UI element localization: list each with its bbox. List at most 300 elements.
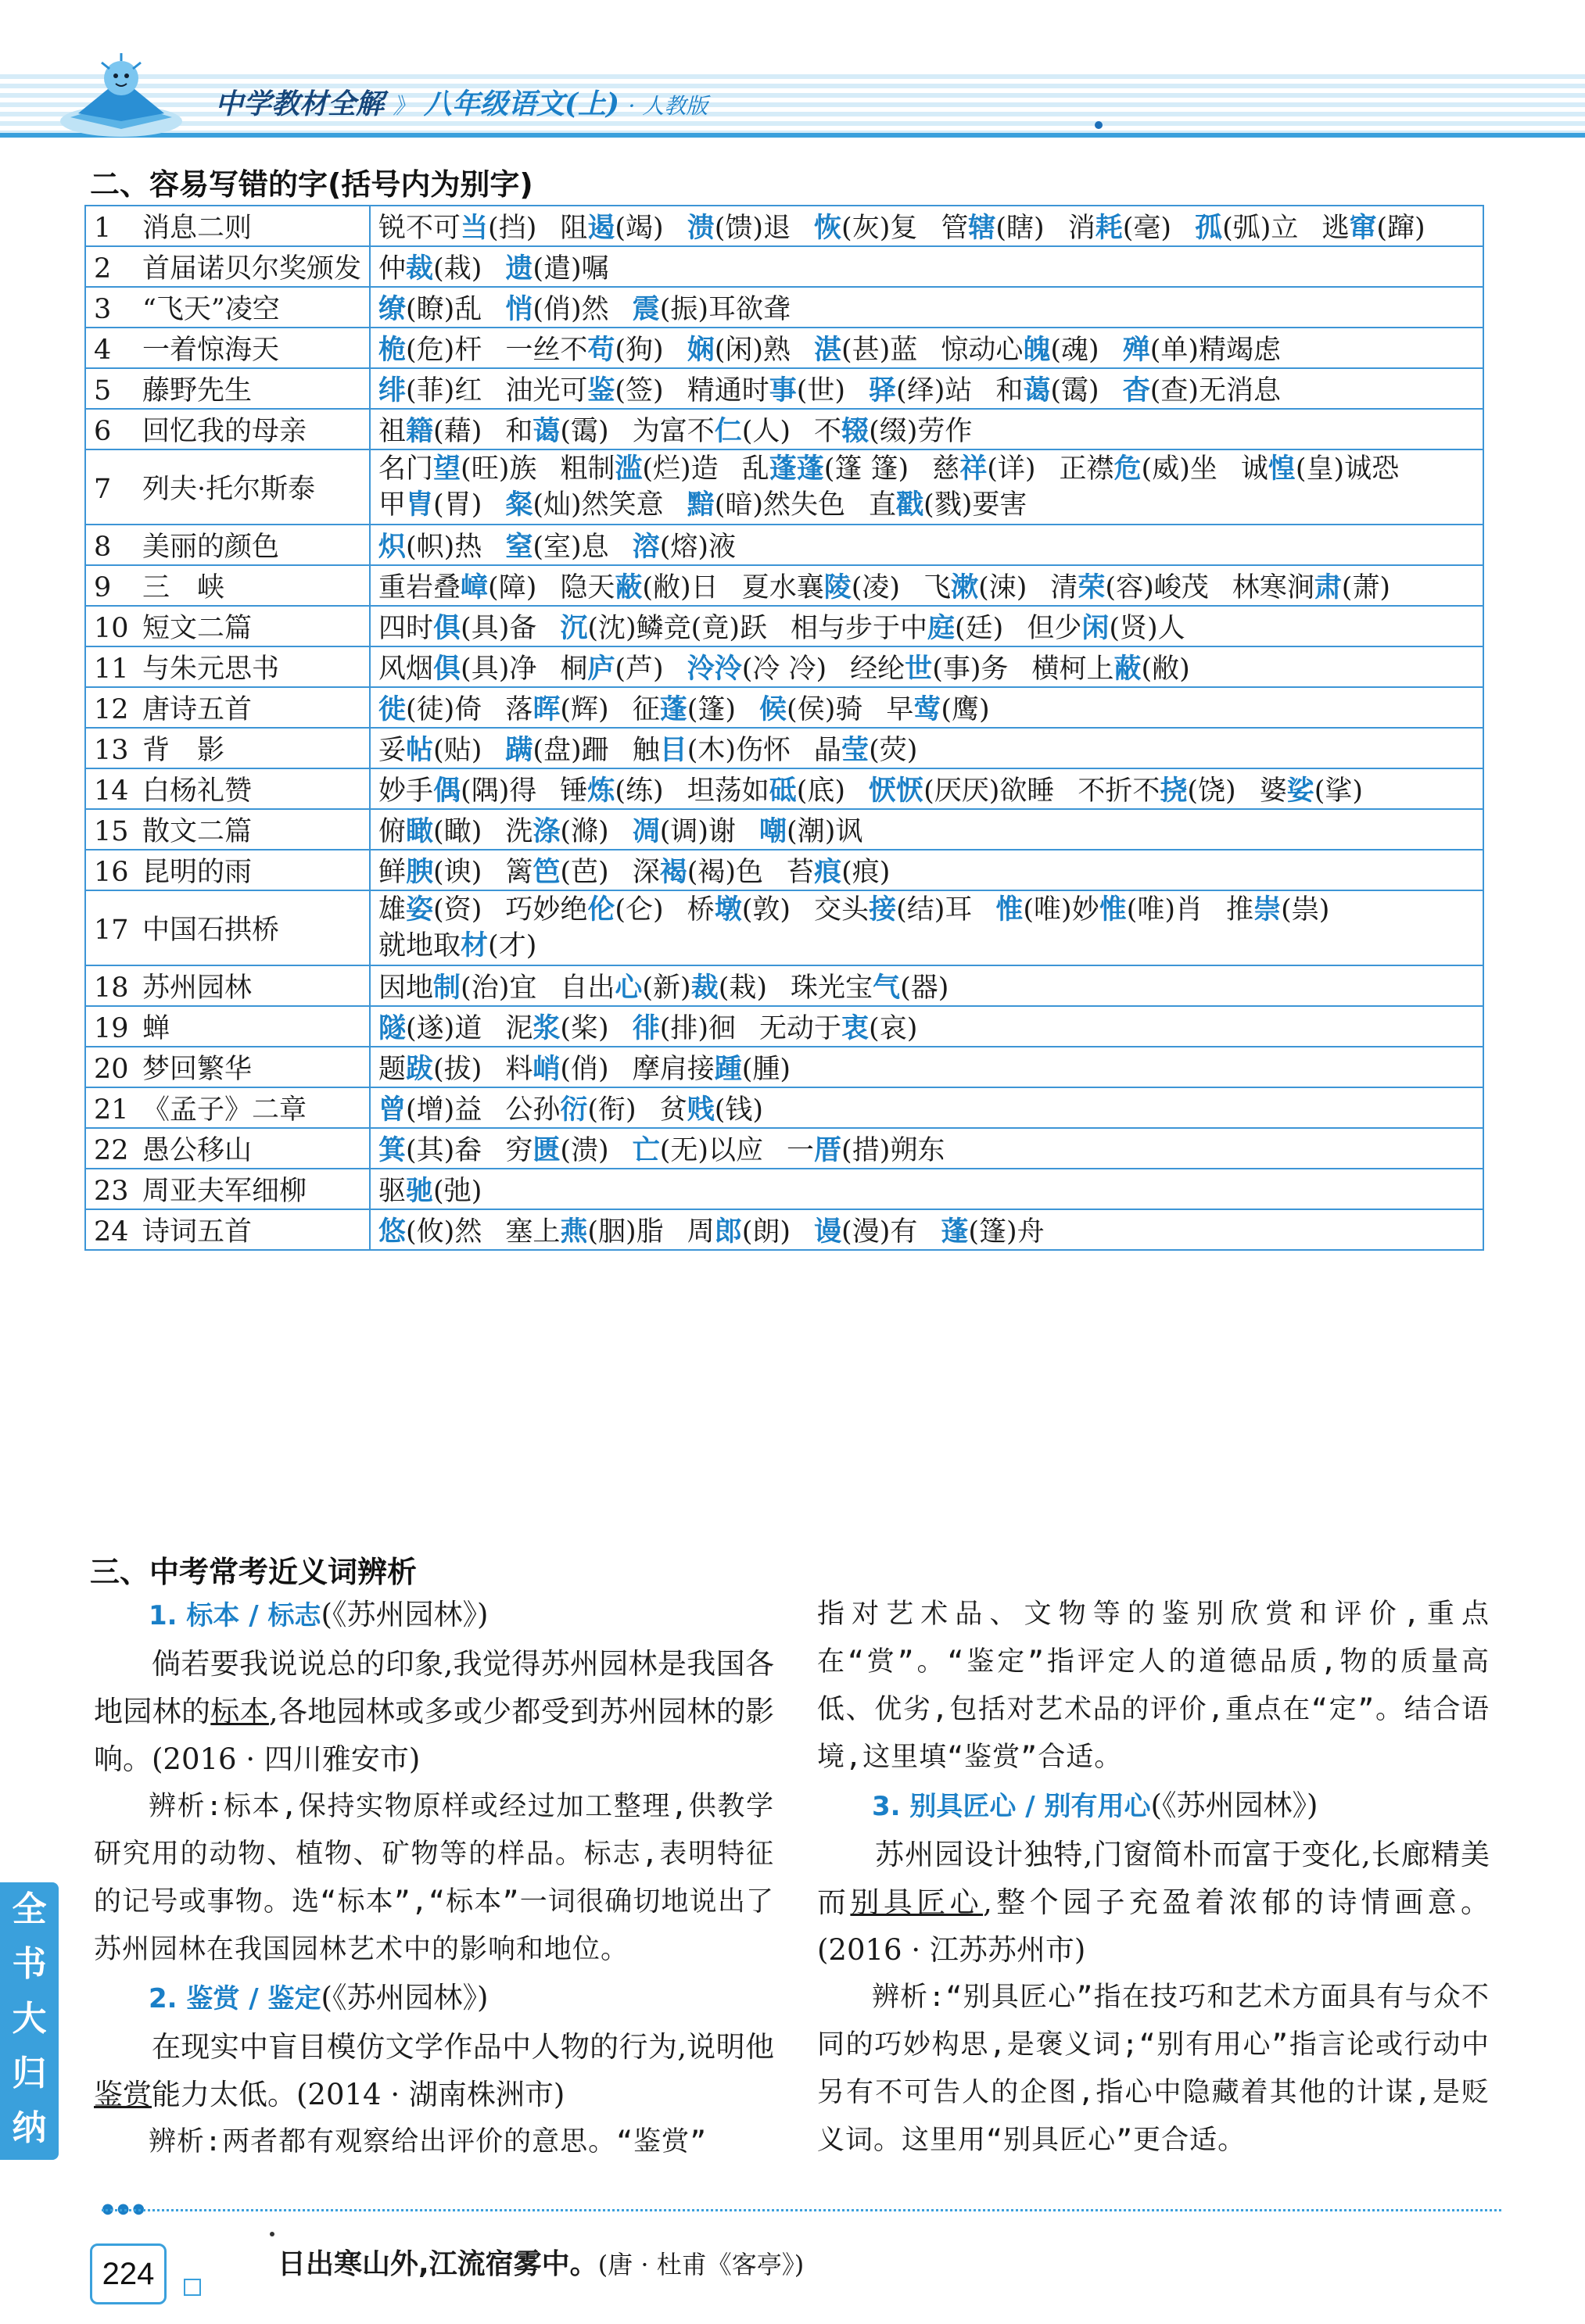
lesson-title: 昆明的雨 [142,857,253,888]
correct-char: 厝 [814,1134,842,1166]
word-text: 精通时 [687,375,769,406]
word-text: (芭) [560,857,609,888]
word-text: (振)耳欲聋 [659,294,791,325]
word-text: 妙手 [378,775,434,807]
word-text: (闲)熟 [714,335,791,366]
word-text: (廷) [955,613,1004,644]
correct-char: 蓬 [941,1216,969,1248]
word-text: 珠光宝 [791,972,873,1004]
typo-word [560,566,718,605]
lesson-title: 藤野先生 [142,375,253,406]
correct-char: 蔼 [1023,374,1051,406]
typo-word [941,206,1044,245]
typo-word [378,966,536,1005]
words-cell [370,850,1483,890]
word-text: 横柯上 [1031,654,1114,685]
table-row [85,890,1483,965]
correct-char: 滥 [615,453,643,485]
lesson-title: 愚公移山 [142,1135,253,1166]
typo-word [687,892,791,928]
typo-word [633,1129,763,1168]
word-text: (篷) [687,694,737,725]
item2-title: 2. 鉴赏 / 鉴定 [149,1983,321,2014]
typo-word [1032,647,1190,686]
word-text: 征 [632,694,660,725]
lesson-cell [85,565,370,606]
correct-char: 痕 [814,856,842,888]
lesson-number: 4 [94,335,112,366]
lesson-title: 首届诺贝尔奖颁发 [142,253,362,285]
typo-word [560,769,663,808]
correct-char: 晖 [533,693,561,725]
words-cell [370,409,1483,449]
typo-word [687,206,791,245]
typo-word [814,410,972,449]
lesson-cell [85,1209,370,1250]
table-row [85,768,1483,809]
typo-word [505,288,608,327]
word-text: (才) [488,930,537,961]
word-text: (冷 冷) [741,654,827,685]
word-text: (其)畚 [406,1135,482,1166]
word-text: (胭)脂 [587,1216,664,1248]
word-text: (拔) [433,1054,482,1085]
correct-char: 接 [869,893,897,926]
words-cell [370,1087,1483,1128]
word-text: (桨) [560,1013,609,1044]
typo-word [633,850,763,890]
typo-word [505,410,608,449]
word-text: (详) [987,453,1036,485]
correct-char: 涤 [533,815,561,847]
word-text: 桥 [687,894,715,926]
word-text: 惊动心 [941,335,1024,366]
correct-char: 箕 [378,1134,407,1166]
correct-char: 悠 [378,1216,407,1248]
lesson-cell [85,328,370,368]
item2-example-a: 在现实中盲目模仿文学作品中人物的行为,说明他 [152,2030,774,2064]
side-tab-char: 大 [12,1999,47,2039]
typo-word [378,607,536,646]
correct-char: 悄 [505,293,533,325]
typo-word [505,1047,608,1087]
lesson-cell [85,768,370,809]
lesson-cell [85,368,370,409]
typo-word [1321,206,1425,245]
lesson-title: 唐诗五首 [142,694,253,725]
lesson-cell [85,525,370,565]
typo-word [633,410,791,449]
correct-char: 裁 [690,972,719,1004]
word-text: 仲 [378,253,407,285]
item2-example-b: 能力太低。(2014 · 湖南株洲市) [152,2078,565,2111]
item2-analysis-start: 辨析:两者都有观察给出评价的意思。“鉴赏” [149,2126,708,2157]
typo-table [84,205,1484,1251]
word-text: (缀)劳作 [869,416,973,447]
typo-word [505,850,608,890]
word-text: 塞上 [505,1216,561,1248]
book-subject: 八年级语文(上) [423,88,620,120]
correct-char: 驿 [869,374,897,406]
typo-word [378,288,482,327]
lesson-title: 列夫·托尔斯泰 [142,474,316,505]
word-text: 经纶 [850,654,905,685]
typo-word [505,487,663,523]
typo-word [378,892,482,928]
lesson-cell [85,687,370,728]
word-text: 一 [787,1135,815,1166]
lesson-cell [85,449,370,525]
lesson-title: 《孟子》二章 [142,1094,307,1126]
typo-word [995,369,1099,408]
word-text: (结)耳 [896,894,973,926]
correct-char: 庐 [587,653,615,685]
section3-title: 三、中考常考近义词辨析 [90,1555,418,1589]
word-text: 四时 [378,613,434,644]
correct-char: 孤 [1195,212,1223,244]
typo-word [378,928,536,964]
quote-text: 日出寒山外,江流宿雾中。 [278,2248,598,2280]
word-text: (盘)跚 [533,735,609,766]
typo-word [687,769,845,808]
correct-char: 踵 [714,1053,742,1085]
item3-title: 3. 别具匠心 / 别有用心 [872,1791,1151,1822]
correct-char: 衍 [560,1094,588,1126]
lesson-number: 7 [94,474,112,505]
typo-word [633,288,791,327]
word-text: (贤)人 [1109,613,1185,644]
table-row [85,809,1483,850]
word-text: (徒)倚 [406,694,482,725]
word-text: 名门 [378,453,434,485]
item2-analysis-cont: 指对艺术品、文物等的鉴别欣赏和评价,重点在“赏”。“鉴定”指评定人的道德品质,物的质量高低、优劣,包括对艺术品的评价,重点在“定”。结合语境,这里填“鉴赏”合适。 [817,1599,1490,1773]
word-text: (馈)退 [714,213,791,244]
word-text: 锤 [560,775,588,807]
word-text: 管 [941,213,969,244]
table-row [85,965,1483,1006]
word-text: (毫) [1122,213,1172,244]
correct-char: 事 [769,374,797,406]
word-text: 料 [505,1054,533,1085]
lesson-cell [85,606,370,646]
word-text: (厌厌)欲睡 [923,775,1055,807]
footer-quote [278,2242,804,2282]
word-text: 甲 [378,489,407,521]
book-title: 中学教材全解 [215,88,385,120]
word-text: (唯)肖 [1126,894,1203,926]
typo-word [378,1007,482,1046]
typo-word [378,850,482,890]
typo-word [742,566,900,605]
item1-example-b: ,各地园林或多或少都受到苏州园林的影响。(2016 · 四川雅安市) [94,1695,775,1776]
typo-word [378,729,482,768]
correct-char: 杳 [1122,374,1150,406]
typo-word [505,525,608,564]
word-text: 摩肩接 [632,1054,715,1085]
correct-char: 黯 [687,489,715,521]
words-cell [370,525,1483,565]
word-text: (荧) [869,735,918,766]
words-cell [370,246,1483,287]
typo-word [787,1129,945,1168]
correct-char: 嘲 [759,815,787,847]
typo-word [814,729,917,768]
typo-word [1060,451,1217,487]
typo-word [1123,369,1281,408]
table-row [85,1169,1483,1209]
lesson-title: 与朱元思书 [142,654,280,685]
correct-char: 桅 [378,334,407,366]
typo-word [814,1210,917,1249]
lesson-title: 蝉 [142,1013,170,1044]
correct-char: 蹒 [505,734,533,766]
correct-char: 震 [632,293,660,325]
typo-word [1027,607,1185,646]
typo-word [378,328,482,367]
lesson-title: 背 影 [142,735,225,766]
word-text: 慈 [932,453,960,485]
item3-analysis: 辨析:“别具匠心”指在技巧和艺术方面具有与众不同的巧妙构思,是褒义词;“别有用心”指言论或行动中另有不可告人的企图,指心中隐藏着其他的计谋,是贬义词。这里用“别具匠心”更合适。 [817,1982,1490,2156]
lesson-cell [85,809,370,850]
word-text: (具)净 [461,654,537,685]
word-text: 林寒涧 [1232,572,1314,603]
word-text: (签) [615,375,664,406]
lesson-title: 一着惊海天 [142,335,280,366]
section2-title: 二、容易写错的字(括号内为别字) [90,167,533,202]
correct-char: 瞰 [406,815,434,847]
word-text: (胃) [433,489,482,521]
typo-word [633,729,791,768]
correct-char: 挠 [1160,775,1188,807]
typo-word [941,328,1099,367]
words-cell [370,965,1483,1006]
lesson-number: 5 [94,375,112,406]
lesson-number: 10 [94,613,129,644]
word-text: (鹰) [941,694,990,725]
correct-char: 窒 [505,531,533,563]
typo-word [505,892,663,928]
lesson-number: 6 [94,416,112,447]
word-text: 风烟 [378,654,434,685]
correct-char: 燕 [560,1216,588,1248]
word-text: (底) [796,775,846,807]
correct-char: 庭 [927,612,956,644]
word-text: (绎)站 [896,375,973,406]
word-text: (敦) [741,894,791,926]
correct-char: 褐 [659,856,687,888]
typo-word [378,688,482,727]
words-cell [370,646,1483,687]
lesson-title: 散文二篇 [142,816,253,847]
lesson-cell [85,1128,370,1169]
typo-word [633,525,736,564]
typo-word [560,206,663,245]
word-text: 乱 [741,453,769,485]
word-text: 驱 [378,1176,407,1207]
word-text: (痕) [841,857,891,888]
words-cell [370,809,1483,850]
correct-char: 绯 [378,374,407,406]
word-text: (瞎) [995,213,1045,244]
correct-char: 娴 [687,334,715,366]
words-cell [370,1047,1483,1087]
correct-char: 隧 [378,1012,407,1044]
typo-word [505,247,608,286]
typo-word [814,206,917,245]
word-text: (增)益 [406,1094,482,1126]
lesson-title: 诗词五首 [142,1216,253,1248]
correct-char: 当 [461,212,489,244]
item2-example-underline: 鉴赏 [94,2078,152,2111]
word-text: (挡) [488,213,537,244]
word-text: 消 [1067,213,1096,244]
word-text: (挲) [1314,775,1364,807]
typo-word [1260,769,1363,808]
table-row [85,1087,1483,1128]
correct-char: 砥 [769,775,797,807]
correct-char: 籍 [406,415,434,447]
lesson-number: 23 [94,1176,129,1207]
correct-char: 徙 [378,693,407,725]
lesson-title: 白杨礼赞 [142,775,253,807]
correct-char: 娑 [1286,775,1314,807]
word-text: (调)谢 [659,816,737,847]
word-text: (褐)色 [687,857,764,888]
typo-word [787,850,890,890]
footer-square-icon [184,2279,201,2296]
table-row [85,449,1483,525]
lesson-cell [85,646,370,687]
words-cell [370,687,1483,728]
correct-char: 制 [433,972,461,1004]
words-cell [370,449,1483,525]
word-text: (涑) [978,572,1027,603]
typo-word [378,810,482,849]
table-row [85,287,1483,328]
header-title [215,82,708,122]
correct-char: 姿 [406,893,434,926]
word-text: 阻 [560,213,588,244]
word-text: (治)宜 [461,972,537,1004]
word-text: (凌) [851,572,901,603]
typo-word [378,247,482,286]
side-tab-char: 归 [12,2054,47,2093]
typo-word [1232,566,1390,605]
typo-word [1068,206,1171,245]
right-column [817,1591,1490,2165]
correct-char: 恹恹 [869,775,924,807]
correct-char: 望 [433,453,461,485]
correct-char: 惶 [1268,453,1296,485]
typo-word [378,487,482,523]
word-text: (瞭)乱 [406,294,482,325]
word-text: 油光可 [505,375,588,406]
correct-char: 蔼 [533,415,561,447]
typo-word [1195,206,1298,245]
word-text: 洗 [505,816,533,847]
correct-char: 匮 [533,1134,561,1166]
lesson-title: 苏州园林 [142,972,253,1004]
word-text: (滌) [560,816,609,847]
header-dot [1095,121,1103,129]
lesson-title: 中国石拱桥 [142,915,280,946]
typo-word [759,1007,917,1046]
item1-example-a: 倘若要我说说总的印象,我觉得苏州园林是我国各地园林的 [94,1647,774,1728]
word-text: 自出 [560,972,615,1004]
word-text: (容)峻茂 [1105,572,1209,603]
footer-dot [270,2232,274,2236]
word-text: 就地取 [378,930,461,961]
word-text: (甚)蓝 [841,335,918,366]
word-text: 坦荡如 [687,775,769,807]
lesson-title: 美丽的颜色 [142,532,280,563]
correct-char: 炼 [587,775,615,807]
word-text: 鲜 [378,857,407,888]
lesson-cell [85,287,370,328]
word-text: (器) [900,972,949,1004]
typo-word [378,1129,482,1168]
correct-char: 漱 [951,571,979,603]
lesson-cell [85,965,370,1006]
typo-word [378,769,536,808]
side-tab-char: 全 [12,1889,47,1929]
correct-char: 帖 [406,734,434,766]
word-text: (遣)嘱 [533,253,609,285]
lesson-number: 18 [94,972,129,1004]
word-text: 隐天 [560,572,615,603]
lesson-number: 15 [94,816,129,847]
correct-char: 世 [905,653,933,685]
typo-word [560,966,767,1005]
correct-char: 俱 [433,612,461,644]
correct-char: 材 [461,929,489,961]
item2-example [94,2023,774,2118]
lesson-number: 24 [94,1216,129,1248]
correct-char: 蓬蓬 [769,453,824,485]
word-text: (魂) [1050,335,1099,366]
typo-word [869,369,972,408]
word-text: 贫 [659,1094,687,1126]
correct-char: 荣 [1078,571,1106,603]
word-text: 诚 [1240,453,1268,485]
word-text: (仑) [615,894,664,926]
correct-char: 耗 [1095,212,1123,244]
correct-char: 胄 [406,489,434,521]
word-text: 清 [1050,572,1078,603]
correct-char: 辖 [968,212,996,244]
words-cell [370,728,1483,768]
typo-word [923,566,1027,605]
word-text: 晶 [814,735,842,766]
typo-word [814,892,972,928]
correct-char: 戳 [896,489,924,521]
correct-char: 惟 [1099,893,1127,926]
typo-word [378,566,536,605]
typo-word [791,966,948,1005]
lesson-number: 11 [94,654,129,685]
word-text: (腫) [741,1054,791,1085]
item1-example [94,1640,774,1783]
correct-char: 浆 [533,1012,561,1044]
typo-word [505,328,663,367]
correct-char: 衷 [841,1012,870,1044]
word-text: (旺)族 [461,453,537,485]
lesson-title: 三 峡 [142,572,225,603]
word-text: 深 [632,857,660,888]
footer-dots: ●●● [102,2200,149,2217]
typo-word [1078,769,1235,808]
lesson-number: 14 [94,775,129,807]
